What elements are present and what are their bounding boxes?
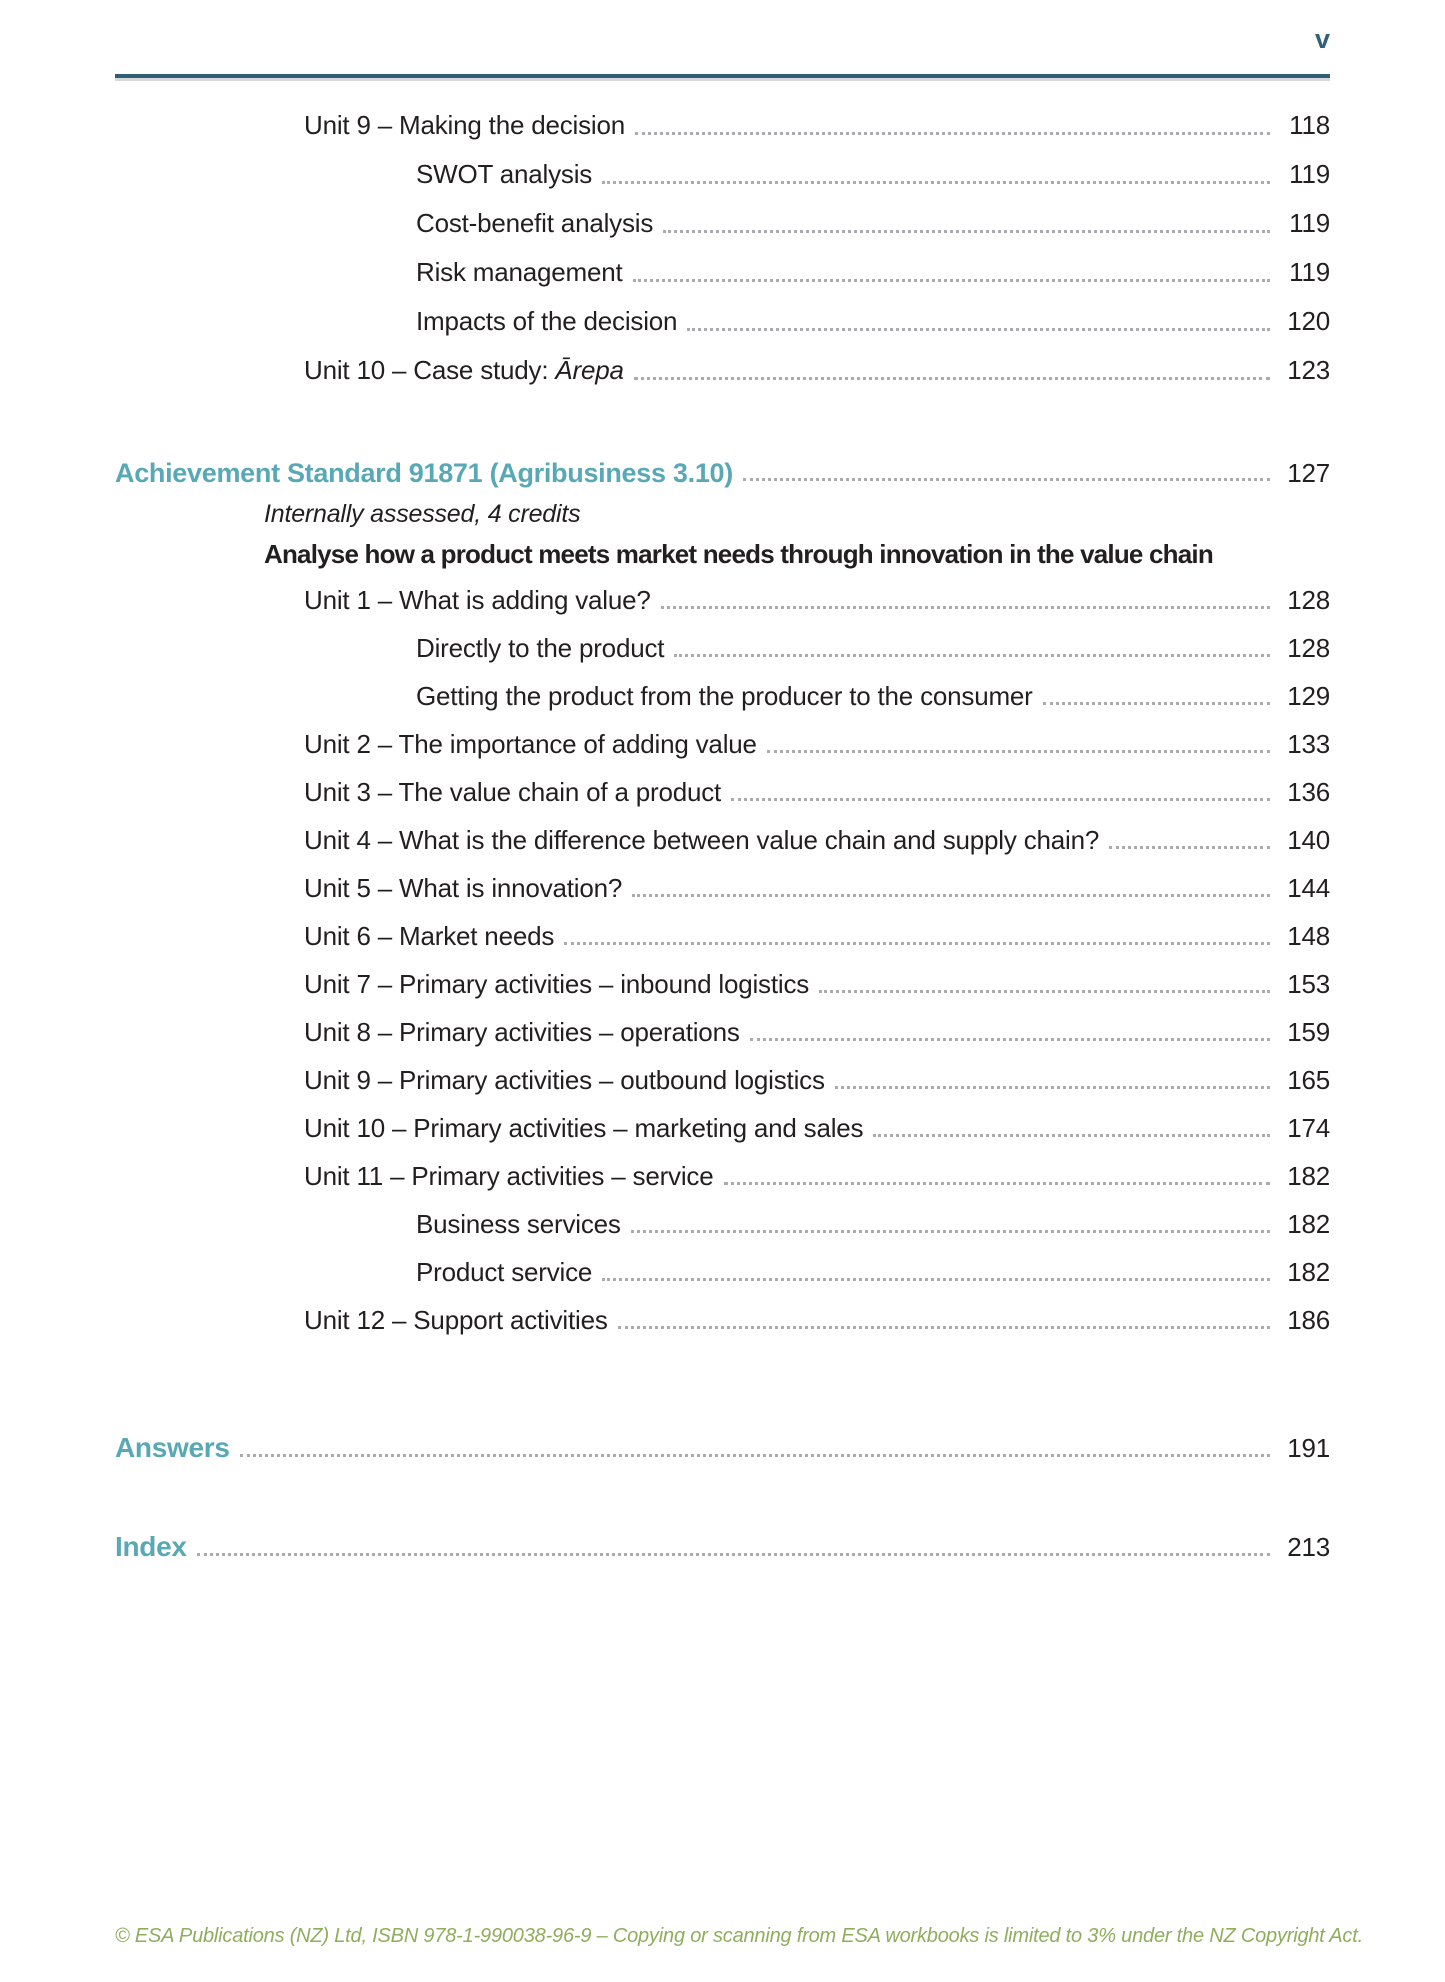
- toc-entry-page: 159: [1287, 1017, 1330, 1047]
- toc-entry-page: 119: [1289, 257, 1330, 287]
- toc-entry: [115, 1008, 1330, 1056]
- standard-description: Analyse how a product meets market needs through innovation in the value chain: [264, 539, 1213, 569]
- index-entry: [115, 1522, 1330, 1571]
- dotted-leader: [767, 750, 1270, 753]
- toc-entry-page: 123: [1287, 355, 1330, 385]
- toc-entry-label: Cost-benefit analysis: [416, 208, 654, 238]
- toc-entry-label: Unit 2 – The importance of adding value: [304, 729, 757, 759]
- toc-entry-page: 128: [1287, 585, 1330, 615]
- toc-entry: [115, 1152, 1330, 1200]
- dotted-leader: [633, 279, 1270, 282]
- toc-entry-page: 140: [1287, 825, 1330, 855]
- dotted-leader: [197, 1553, 1270, 1556]
- toc-entry-page: 186: [1287, 1305, 1330, 1335]
- header-rule: [115, 74, 1330, 78]
- toc-entry-label: Risk management: [416, 257, 623, 287]
- toc-entry: [115, 101, 1330, 150]
- dotted-leader: [731, 798, 1270, 801]
- toc-entry: [115, 1248, 1330, 1296]
- answers-page: 191: [1287, 1433, 1330, 1463]
- toc-entry: [115, 960, 1330, 1008]
- toc-entry: [115, 1296, 1330, 1344]
- dotted-leader: [631, 1230, 1270, 1233]
- dotted-leader: [835, 1086, 1270, 1089]
- toc-section-achievement-standard-91871: [115, 450, 1330, 1344]
- toc-entry-label: Unit 3 – The value chain of a product: [304, 777, 722, 807]
- dotted-leader: [663, 230, 1270, 233]
- toc-entry-page: 128: [1287, 633, 1330, 663]
- toc-entry-label: Business services: [416, 1209, 621, 1239]
- toc-entry-label-italic: Ārepa: [555, 355, 624, 385]
- toc-entry: [115, 864, 1330, 912]
- toc-entry-page: 129: [1287, 681, 1330, 711]
- toc-entry-page: 136: [1287, 777, 1330, 807]
- toc-entry: [115, 248, 1330, 297]
- toc-entry-label: Getting the product from the producer to the consumer: [416, 681, 1033, 711]
- dotted-leader: [873, 1134, 1270, 1137]
- toc-entry-label: Unit 10 – Primary activities – marketing and sales: [304, 1113, 864, 1143]
- toc-entry-label: Product service: [416, 1257, 593, 1287]
- achievement-standard-heading-row: [115, 450, 1330, 496]
- toc-entry: [115, 768, 1330, 816]
- toc-entry-page: 119: [1289, 159, 1330, 189]
- dotted-leader: [240, 1454, 1270, 1457]
- toc-entry-page: 182: [1287, 1257, 1330, 1287]
- toc-entry-label: Unit 8 – Primary activities – operations: [304, 1017, 740, 1047]
- toc-entry: [115, 1056, 1330, 1104]
- dotted-leader: [602, 1278, 1270, 1281]
- answers-label: Answers: [115, 1432, 230, 1463]
- toc-entry-page: 119: [1289, 208, 1330, 238]
- toc-entry-page: 118: [1289, 110, 1330, 140]
- toc-entry-label: Impacts of the decision: [416, 306, 678, 336]
- dotted-leader: [743, 478, 1270, 481]
- toc-entry: [115, 912, 1330, 960]
- toc-entry-label: Unit 10 – Case study: Ārepa: [304, 355, 624, 385]
- toc-entry: [115, 576, 1330, 624]
- toc-entry-label: SWOT analysis: [416, 159, 593, 189]
- toc-entry-page: 144: [1287, 873, 1330, 903]
- toc-entry-label: Unit 7 – Primary activities – inbound logistics: [304, 969, 810, 999]
- dotted-leader: [819, 990, 1270, 993]
- toc-entry-label: Directly to the product: [416, 633, 665, 663]
- dotted-leader: [634, 377, 1270, 380]
- toc-entry-label: Unit 9 – Primary activities – outbound logistics: [304, 1065, 825, 1095]
- index-label: Index: [115, 1531, 187, 1562]
- toc-entry: [115, 199, 1330, 248]
- toc-entry: [115, 1200, 1330, 1248]
- toc-entry-label: Unit 9 – Making the decision: [304, 110, 626, 140]
- toc-entry: [115, 1104, 1330, 1152]
- toc-entry: [115, 297, 1330, 346]
- dotted-leader: [687, 328, 1270, 331]
- dotted-leader: [1043, 702, 1270, 705]
- toc-entry-label: Unit 6 – Market needs: [304, 921, 555, 951]
- toc-entry-label: Unit 12 – Support activities: [304, 1305, 608, 1335]
- achievement-standard-page: 127: [1287, 458, 1330, 488]
- dotted-leader: [618, 1326, 1270, 1329]
- toc-entry-label: Unit 1 – What is adding value?: [304, 585, 651, 615]
- answers-entry: [115, 1423, 1330, 1472]
- page-footer: © ESA Publications (NZ) Ltd, ISBN 978-1-990038-96-9 – Copying or scanning from ESA workbooks is limited to 3% under the NZ Copyright Act.: [115, 1925, 1363, 1947]
- page-number-folio: v: [1314, 24, 1330, 54]
- toc-entry: [115, 672, 1330, 720]
- toc-entry: [115, 150, 1330, 199]
- dotted-leader: [602, 181, 1270, 184]
- dotted-leader: [724, 1182, 1271, 1185]
- toc-entry-label: Unit 5 – What is innovation?: [304, 873, 623, 903]
- toc-entry: [115, 720, 1330, 768]
- dotted-leader: [750, 1038, 1270, 1041]
- toc-entry: [115, 816, 1330, 864]
- dotted-leader: [1109, 846, 1270, 849]
- dotted-leader: [635, 132, 1270, 135]
- toc-entry-page: 165: [1287, 1065, 1330, 1095]
- toc-entry-page: 133: [1287, 729, 1330, 759]
- toc-entry-page: 182: [1287, 1161, 1330, 1191]
- toc-entry-page: 182: [1287, 1209, 1330, 1239]
- standard-subtitle: Internally assessed, 4 credits: [264, 500, 581, 528]
- toc-entry-label: Unit 11 – Primary activities – service: [304, 1161, 714, 1191]
- toc-entry-label: Unit 4 – What is the difference between value chain and supply chain?: [304, 825, 1100, 855]
- toc-entry-page: 148: [1287, 921, 1330, 951]
- dotted-leader: [674, 654, 1270, 657]
- toc-entry-page: 153: [1287, 969, 1330, 999]
- standard-entries: [115, 576, 1330, 1344]
- dotted-leader: [564, 942, 1270, 945]
- achievement-standard-heading: Achievement Standard 91871 (Agribusiness 3.10): [115, 458, 733, 488]
- dotted-leader: [661, 606, 1270, 609]
- toc-entry-page: 120: [1287, 306, 1330, 336]
- toc-entry: [115, 346, 1330, 395]
- toc-section-previous: [115, 101, 1330, 395]
- index-page: 213: [1287, 1532, 1330, 1562]
- toc-entry: [115, 624, 1330, 672]
- dotted-leader: [632, 894, 1270, 897]
- toc-entry-page: 174: [1287, 1113, 1330, 1143]
